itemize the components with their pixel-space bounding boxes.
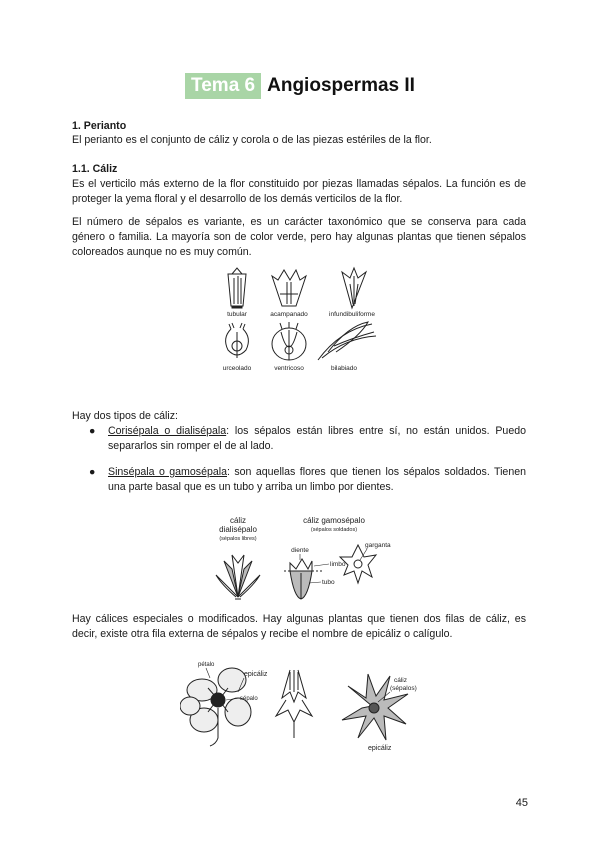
label-epicaliz-2: epicáliz [368, 745, 392, 752]
label-sepalos-soldados: (sépalos soldados) [310, 527, 358, 533]
label-bilabiado: bilabiado [330, 365, 358, 372]
label-epicaliz-1: epicáliz [244, 671, 268, 678]
tipos-list [72, 424, 526, 495]
label-caliz: cáliz [229, 516, 247, 525]
label-tubular: tubular [227, 311, 247, 318]
label-dialisepalo: dialisépalo [219, 525, 257, 534]
label-limbo: limbo [330, 561, 346, 568]
list-item-corisepala [72, 424, 526, 454]
term-corisepala: Corisépala o dialisépala [108, 425, 227, 437]
flower-side-view-sketch [276, 670, 312, 738]
label-caliz-epicaliz: cáliz [394, 677, 408, 684]
caliz-paragraph-2: El número de sépalos es variante, es un carácter taxonómico que se conserva para cada género o familia. La mayoría son de color verde, pero hay algunas plantas que tienen sépalos coloreados aunque no es muy común. [72, 216, 526, 258]
desc-sinsepala: : son aquellas flores que tienen los sépalos soldados. Tienen una parte basal que es un tubo y arriba un limbo por dientes. [108, 466, 526, 493]
desc-corisepala: : los sépalos están libres entre sí, no están unidos. Puedo separarlos sin romper el de al lado. [108, 425, 526, 452]
section-heading-perianto: 1. Perianto [72, 120, 127, 132]
label-ventricoso: ventricoso [274, 365, 304, 372]
calyx-types-figure [202, 513, 402, 605]
label-sepalos-libres: (sépalos libres) [219, 536, 257, 542]
list-item-sinsepala [72, 465, 526, 495]
page-number: 45 [515, 797, 528, 809]
tipos-intro: Hay dos tipos de cáliz: [72, 410, 178, 422]
infundibuliforme-sketch [342, 268, 366, 308]
tubular-sketch [228, 268, 246, 308]
label-diente: diente [291, 547, 309, 554]
ventricoso-sketch [272, 322, 306, 360]
title-text: Angiospermas II [267, 75, 415, 96]
bilabiado-sketch [318, 322, 376, 360]
caliz-paragraph-1: Es el verticilo más externo de la flor constituido por piezas llamadas sépalos. La función es de proteger la yema floral y el desarrollo de los demás verticilos de la flor. [72, 178, 526, 205]
bullet-icon: ● [89, 425, 96, 437]
label-sepalo: sépalo [240, 696, 258, 702]
topic-tag: Tema 6 [185, 73, 261, 99]
label-garganta: garganta [365, 542, 391, 549]
dialisepalo-sketch [216, 555, 260, 599]
label-caliz-gamosepalo: cáliz gamosépalo [303, 516, 365, 525]
label-petalo: pétalo [198, 662, 215, 668]
section-heading-caliz: 1.1. Cáliz [72, 163, 118, 175]
urceolado-sketch [226, 323, 249, 358]
calyx-forms-figure [210, 266, 390, 374]
bullet-icon: ● [89, 466, 96, 478]
acampanado-sketch [272, 270, 306, 306]
perianto-paragraph: El perianto es el conjunto de cáliz y corola o de las piezas estériles de la flor. [72, 134, 432, 146]
epicaliz-figure [180, 658, 430, 752]
label-urceolado: urceolado [222, 365, 252, 372]
flower-top-view-sketch [180, 668, 251, 746]
label-tubo: tubo [322, 579, 335, 586]
label-sepalos: (sépalos) [390, 685, 417, 692]
label-acampanado: acampanado [270, 311, 308, 318]
page-title [0, 73, 600, 99]
term-sinsepala: Sinsépala o gamosépala [108, 466, 227, 478]
label-infundibuliforme: infundibuliforme [329, 311, 375, 318]
especiales-paragraph: Hay cálices especiales o modificados. Hay algunas plantas que tienen dos filas de cáliz, es decir, existe otra fila externa de sépalos y recibe el nombre de epicáliz o calígulo. [72, 613, 526, 640]
